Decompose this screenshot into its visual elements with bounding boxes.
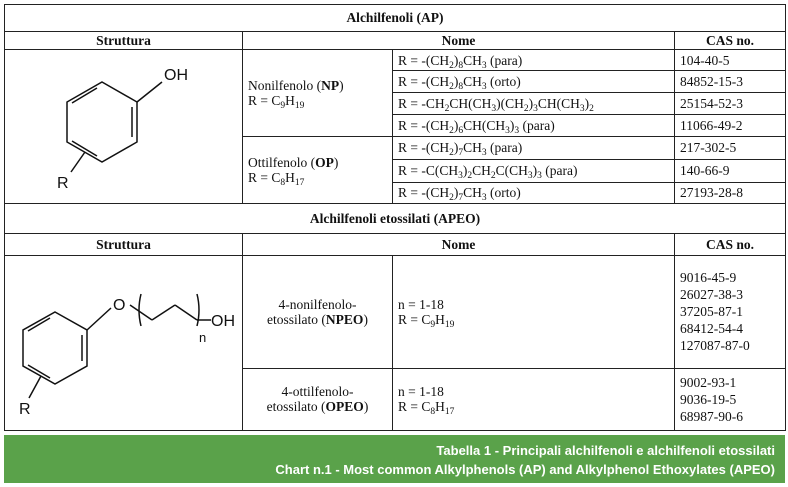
repeat-n-label: n: [199, 330, 207, 346]
op-cas-2: 140-66-9: [675, 160, 786, 182]
alkylphenol-ethoxylate-structure-diagram: [5, 258, 243, 428]
opeo-params-cell: [393, 368, 675, 430]
npeo-n-range: n = 1-18: [398, 296, 444, 312]
apeo-section-title: Alchilfenoli etossilati (APEO): [5, 204, 786, 234]
alkylphenols-table: [4, 4, 786, 431]
op-abbreviation: OP: [315, 154, 334, 170]
np-cas-3: 25154-52-3: [675, 92, 786, 114]
npeo-abbreviation: NPEO: [325, 311, 364, 327]
op-name-cell: Ottilfenolo (OP) $R = C_8H_{17}$: [243, 136, 393, 203]
np-name-cell: Nonilfenolo (NP) $R = C_9H_{19}$: [243, 49, 393, 136]
np-isomer-tert: $R = -(CH_2)_6CH(CH_3)_3$ (para): [393, 115, 675, 136]
op-isomer-branched: $R = -C(CH_3)_2CH_2C(CH_3)_3$ (para): [393, 160, 675, 182]
hydroxyl-label: OH: [164, 66, 188, 84]
npeo-name-cell: 4-nonilfenolo- etossilato (NPEO): [243, 256, 393, 368]
alkyl-group-label: R: [19, 401, 31, 419]
opeo-name-cell: 4-ottilfenolo- etossilato (OPEO): [243, 368, 393, 430]
apeo-header-name: Nome: [243, 233, 675, 255]
np-isomer-para: $R = -(CH_2)_8CH_3$ (para): [393, 49, 675, 70]
table-caption-banner: [4, 435, 785, 483]
op-isomer-para: $R = -(CH_2)_7CH_3$ (para): [393, 136, 675, 159]
op-cas-1: 217-302-5: [675, 136, 786, 159]
ap-header-cas: CAS no.: [675, 31, 786, 49]
np-isomer-orto: $R = -(CH_2)_8CH_3$ (orto): [393, 71, 675, 92]
npeo-cas-5: 127087-87-0: [680, 338, 750, 354]
opeo-cas-1: 9002-93-1: [680, 374, 737, 390]
np-abbreviation: NP: [321, 77, 340, 93]
hydroxyl-label: OH: [211, 313, 235, 331]
npeo-cas-cell: [675, 256, 786, 368]
opeo-cas-cell: [675, 368, 786, 430]
ap-header-name: Nome: [243, 31, 675, 49]
caption-english: Chart n.1 - Most common Alkylphenols (AP) and Alkylphenol Ethoxylates (APEO): [275, 462, 775, 477]
np-formula: $R = C_9H_{19}$: [248, 92, 305, 111]
np-cas-2: 84852-15-3: [675, 71, 786, 92]
opeo-cas-3: 68987-90-6: [680, 408, 743, 424]
op-isomer-orto: $R = -(CH_2)_7CH_3$ (orto): [393, 182, 675, 203]
apeo-structure-cell: [5, 256, 243, 431]
npeo-params-cell: [393, 256, 675, 368]
opeo-formula: $R = C_8H_{17}$: [398, 399, 455, 418]
apeo-header-cas: CAS no.: [675, 233, 786, 255]
apeo-header-structure: Struttura: [5, 233, 243, 255]
opeo-abbreviation: OPEO: [325, 399, 364, 415]
caption-italian: Tabella 1 - Principali alchilfenoli e alchilfenoli etossilati: [436, 443, 775, 458]
ap-section-title: Alchilfenoli (AP): [5, 5, 786, 32]
np-cas-1: 104-40-5: [675, 49, 786, 70]
npeo-cas-2: 26027-38-3: [680, 287, 743, 303]
npeo-cas-1: 9016-45-9: [680, 270, 737, 286]
opeo-cas-2: 9036-19-5: [680, 391, 737, 407]
ap-structure-cell: [5, 49, 243, 203]
np-cas-4: 11066-49-2: [675, 115, 786, 136]
npeo-cas-3: 37205-87-1: [680, 304, 743, 320]
ap-header-structure: Struttura: [5, 31, 243, 49]
alkyl-group-label: R: [57, 174, 69, 192]
alkylphenol-structure-diagram: [5, 52, 243, 202]
np-isomer-branched: $R = -CH_2CH(CH_3)(CH_2)_3CH(CH_3)_2$: [393, 92, 675, 114]
opeo-n-range: n = 1-18: [398, 384, 444, 400]
op-cas-3: 27193-28-8: [675, 182, 786, 203]
ether-oxygen-label: O: [113, 297, 126, 315]
npeo-cas-4: 68412-54-4: [680, 321, 743, 337]
op-formula: $R = C_8H_{17}$: [248, 169, 305, 188]
npeo-formula: $R = C_9H_{19}$: [398, 311, 455, 330]
